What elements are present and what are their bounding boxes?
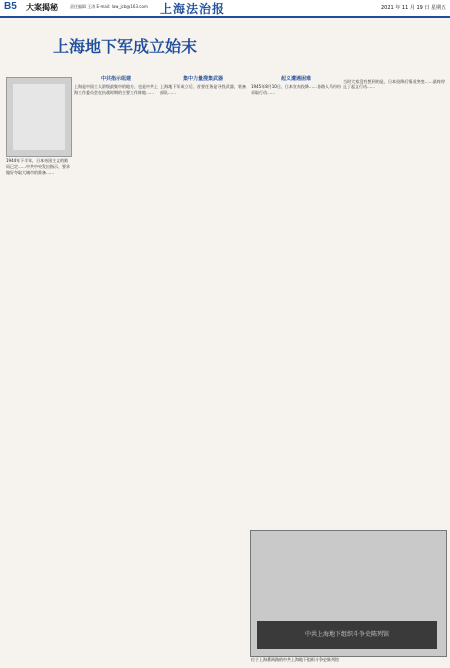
article-column-2	[160, 77, 246, 98]
museum-photo	[250, 530, 447, 657]
portrait-photo	[6, 77, 72, 157]
article-column-1	[74, 77, 158, 98]
museum-sign: 中共上海地下组织斗争史陈列馆	[257, 621, 437, 649]
subhead-2: 集中力量搜集武器	[182, 76, 223, 82]
column-text-1: 上海是中国工人阶级最集中的地方，也是中共上海工作委员会在抗战时期的主要工作阵地……	[74, 84, 158, 95]
masthead: 上海法治报	[160, 2, 226, 16]
editor-meta: 责任编辑 王涛 E-mail: law_jcb@163.com	[70, 4, 148, 9]
column-text-2: 上海地下军成立后，首要任务是寻找武器，装备部队……	[160, 84, 246, 95]
issue-date: 2021 年 11 月 19 日 星期五	[381, 5, 446, 11]
headline: 上海地下军成立始末	[52, 37, 197, 56]
subhead-1: 中共指示组建	[100, 76, 131, 82]
photo-caption: 位于上海番禺路的中共上海地下组织斗争史陈列馆	[251, 657, 339, 662]
page-header	[0, 0, 450, 18]
section-name: 大案揭秘	[26, 3, 58, 12]
column-text-3: 1945年8月10日，日本宣布投降……各路人马纷纷采取行动……	[251, 84, 341, 95]
column-text-4: 当时大家没有想到的是，日本投降后情况突变……最终停止了起义行动……	[343, 79, 445, 90]
page-code: B5	[4, 1, 17, 12]
subhead-3: 起义遭遇困难	[280, 76, 311, 82]
article-column-3	[251, 77, 341, 98]
left-intro: 1944年下半年，日本帝国主义的败局已定……中共中央发出指示，要求做好夺取大城市的准备……	[6, 158, 70, 175]
article-column-4	[343, 77, 445, 93]
